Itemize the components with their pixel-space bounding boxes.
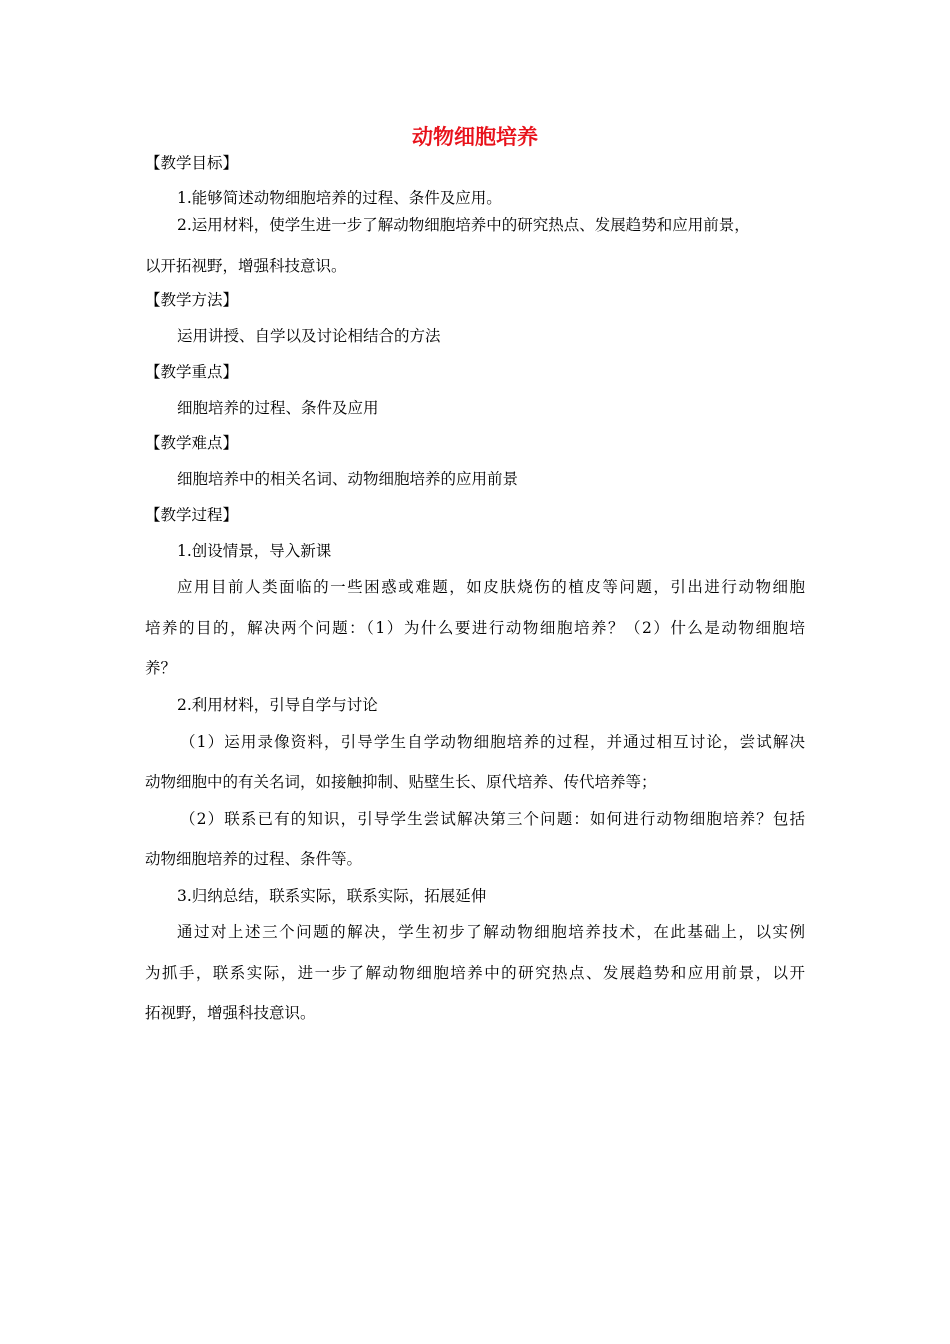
key-points-heading: 【教学重点】 (145, 363, 239, 381)
difficulties-heading: 【教学难点】 (145, 434, 239, 452)
process-step-2-title: 2.利用材料，引导自学与讨论 (177, 696, 378, 714)
process-step-2b-line-1: （2）联系已有的知识，引导学生尝试解决第三个问题：如何进行动物细胞培养？包括 (180, 810, 805, 828)
process-step-1-title: 1.创设情景，导入新课 (177, 542, 332, 560)
process-step-2a-line-1: （1）运用录像资料，引导学生自学动物细胞培养的过程，并通过相互讨论，尝试解决 (180, 733, 805, 751)
objectives-item-1: 1.能够简述动物细胞培养的过程、条件及应用。 (177, 189, 502, 207)
objectives-heading: 【教学目标】 (145, 154, 239, 172)
objectives-item-2-line-2: 以开拓视野，增强科技意识。 (145, 257, 347, 275)
process-step-3-line-3: 拓视野，增强科技意识。 (145, 1004, 316, 1022)
process-step-1-line-1: 应用目前人类面临的一些困惑或难题，如皮肤烧伤的植皮等问题，引出进行动物细胞 (177, 578, 805, 596)
process-step-1-line-2: 培养的目的，解决两个问题：（1）为什么要进行动物细胞培养？（2）什么是动物细胞培 (145, 619, 805, 637)
process-heading: 【教学过程】 (145, 506, 239, 524)
methods-text: 运用讲授、自学以及讨论相结合的方法 (177, 327, 441, 345)
objectives-item-2-line-1: 2.运用材料，使学生进一步了解动物细胞培养中的研究热点、发展趋势和应用前景， (177, 216, 750, 234)
key-points-text: 细胞培养的过程、条件及应用 (177, 399, 379, 417)
document-title: 动物细胞培养 (412, 125, 538, 149)
process-step-3-line-1: 通过对上述三个问题的解决，学生初步了解动物细胞培养技术，在此基础上，以实例 (177, 923, 805, 941)
process-step-2b-line-2: 动物细胞培养的过程、条件等。 (145, 850, 363, 868)
process-step-1-line-3: 养？ (145, 659, 177, 677)
difficulties-text: 细胞培养中的相关名词、动物细胞培养的应用前景 (177, 470, 519, 488)
methods-heading: 【教学方法】 (145, 291, 239, 309)
process-step-3-line-2: 为抓手，联系实际，进一步了解动物细胞培养中的研究热点、发展趋势和应用前景，以开 (145, 964, 805, 982)
process-step-3-title: 3.归纳总结，联系实际，联系实际，拓展延伸 (177, 887, 487, 905)
process-step-2a-line-2: 动物细胞中的有关名词，如接触抑制、贴壁生长、原代培养、传代培养等； (145, 773, 657, 791)
